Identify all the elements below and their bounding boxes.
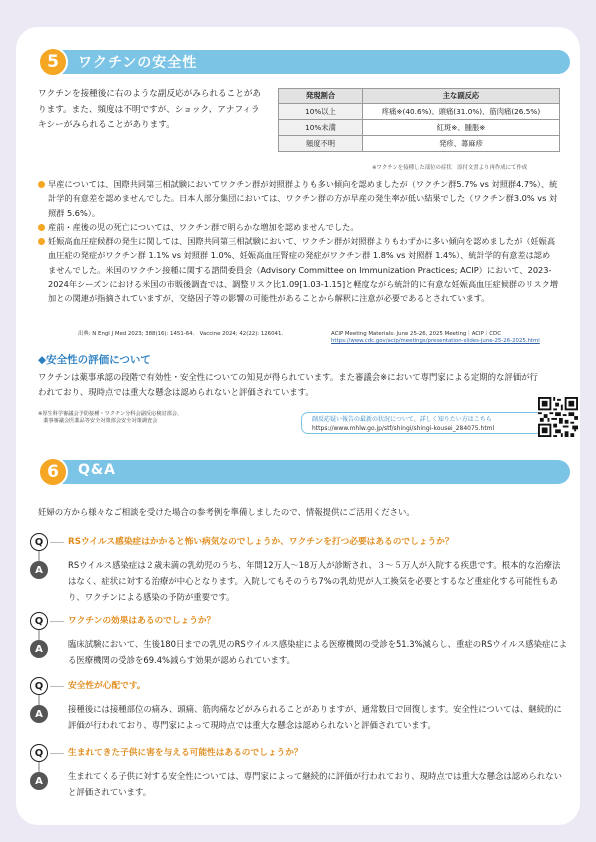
reference-journals: 出典: N Engl J Med 2023; 388(16): 1451-64. Vaccine 2024; 42(22): 126041. — [78, 331, 284, 337]
safety-bullets — [38, 177, 558, 306]
table-cell: 10%未満 — [279, 120, 363, 136]
question-badge: Q — [30, 612, 48, 630]
question-connector — [50, 542, 64, 543]
bullet-dot-icon — [38, 238, 45, 245]
qr-code-icon[interactable] — [538, 397, 578, 437]
question-text: 安全性が心配です。 — [68, 681, 146, 691]
question-text: 生まれてきた子供に害を与える可能性はあるのでしょうか？ — [68, 748, 303, 758]
question-text: ワクチンの効果はあるのでしょうか？ — [68, 616, 216, 626]
report-link-url[interactable]: https://www.mhlw.go.jp/stf/shingi/shingi-kousei_284075.html — [312, 425, 495, 432]
evaluation-text: ワクチンは薬事承認の段階で有効性・安全性についての知見が得られています。また審議会※において専門家による定期的な評価が行われており、現時点では重大な懸念は認められないと評価されています。 — [38, 372, 538, 397]
answer-text: 生まれてくる子供に対する安全性については、専門家によって継続的に評価が行われており、現時点では重大な懸念は認められないと評価されています。 — [68, 771, 562, 797]
reference-acip: ACIP Meeting Materials: June 25-26, 2025 Meeting｜ACIP｜CDC — [331, 331, 501, 337]
report-link-box[interactable] — [301, 412, 543, 434]
qa-intro: 妊婦の方から様々なご相談を受けた場合の参考例を準備しましたので、情報提供にご活用ください。 — [38, 507, 415, 517]
question-connector — [50, 686, 64, 687]
bullet-item — [38, 220, 558, 234]
table-note: ※ワクチンを接種した部位の症状 添付文書より再作成にて作成 — [372, 165, 528, 171]
answer-badge: A — [30, 640, 48, 658]
bullet-item — [38, 234, 558, 305]
reference-acip-link[interactable]: https://www.cdc.gov/acip/meetings/presentation-slides-june-25-26-2025.html — [331, 338, 540, 344]
council-note — [38, 411, 182, 425]
table-cell: 10%以上 — [279, 104, 363, 120]
answer-text: RSウイルス感染症は２歳未満の乳幼児のうち、年間12万人～18万人が診断され、３～５万人が入院する疾患です。根本的な治療法はなく、症状に対する治療が中心となります。入院してもそのうち7%の乳幼児が人工換気を必要とするなど重症化する可能性もあり、ワクチンによる感染の予防が重要です。 — [68, 560, 561, 602]
table-row — [279, 104, 560, 120]
question-badge: Q — [30, 533, 48, 551]
question-badge: Q — [30, 677, 48, 695]
section-6-header — [38, 457, 570, 487]
table-row — [279, 120, 560, 136]
section-5-header — [38, 47, 570, 77]
council-note-line-1: ※厚生科学審議会予防接種・ワクチン分科会副反応検討部会、 — [38, 411, 183, 417]
section-6-title: Q&A — [78, 462, 116, 478]
qa-connector — [38, 551, 40, 561]
table-header-rate: 発現割合 — [279, 89, 363, 104]
answer-badge: A — [30, 772, 48, 790]
side-effects-table — [278, 88, 560, 152]
table-cell: 疼痛※(40.6%)、頭痛(31.0%)、筋肉痛(26.5%) — [363, 104, 560, 120]
table-cell: 頻度不明 — [279, 136, 363, 152]
question-connector — [50, 753, 64, 754]
safety-intro: ワクチンを接種後に右のような副反応がみられることがあります。また、頻度は不明ですが、ショック、アナフィラキシーがみられることがあります。 — [38, 89, 262, 130]
table-cell: 発疹、蕁麻疹 — [363, 136, 560, 152]
question-badge: Q — [30, 744, 48, 762]
bullet-text: 妊娠高血圧症候群の発生に関しては、国際共同第三相試験において、ワクチン群が対照群よりもわずかに多い傾向を認めましたが（妊娠高血圧症の発症がワクチン群 1.1% vs 対照群 1.0%、妊娠高血圧腎症の発症がワクチン群 1.8% vs 対照群 1.4%）、統計学的有意差は認めませんでした。米国のワクチン接種に関する諮問委員会（Advisory Committee on Immunization Practices; ACIP）において、2023-2024年シーズンにおける米国の市販後調査では、調整リスク比1.09[1.03-1.15]と軽度ながら統計的に有意な妊娠高血圧症候群のリスク増加との関連が指摘されていますが、交絡因子等の影響の可能性があることから解釈に注意が必要であるとされています。 — [48, 236, 558, 304]
question-text: RSウイルス感染症はかかると怖い病気なのでしょうか、ワクチンを打つ必要はあるのでしょうか？ — [68, 537, 454, 547]
council-note-line-2: 薬事審議会医薬品等安全対策部会安全対策調査会 — [38, 418, 158, 424]
bullet-dot-icon — [38, 181, 45, 188]
qa-connector — [38, 630, 40, 640]
answer-badge: A — [30, 705, 48, 723]
section-6-bar — [48, 460, 570, 484]
qa-connector — [38, 695, 40, 705]
question-connector — [50, 621, 64, 622]
qa-connector — [38, 762, 40, 772]
answer-text: 接種後には接種部位の痛み、頭痛、筋肉痛などがみられることがありますが、通常数日で回復します。安全性については、継続的に評価が行われており、専門家によって現時点では重大な懸念は認められないと評価されています。 — [68, 704, 562, 730]
bullet-text: 早産については、国際共同第三相試験においてワクチン群が対照群よりも多い傾向を認めましたが（ワクチン群5.7% vs 対照群4.7%）、統計学的有意差を認めませんでした。日本人部分集団においては、ワクチン群の方が早産の発生率が低い結果でした（ワクチン群3.0% vs 対照群 5.6%）。 — [48, 179, 558, 218]
document-page — [16, 27, 580, 825]
section-5-number: 5 — [38, 47, 68, 77]
section-5-title: ワクチンの安全性 — [78, 55, 198, 71]
bullet-item — [38, 177, 558, 220]
bullet-dot-icon — [38, 224, 45, 231]
answer-text: 臨床試験において、生後180日までの乳児のRSウイルス感染症による医療機関の受診を51.3%減らし、重症のRSウイルス感染症による医療機関の受診を69.4%減らす効果が認められています。 — [68, 639, 568, 665]
answer-badge: A — [30, 561, 48, 579]
bullet-text: 産前・産後の児の死亡については、ワクチン群で明らかな増加を認めませんでした。 — [48, 221, 359, 232]
table-header-reaction: 主な副反応 — [363, 89, 560, 104]
table-cell: 紅斑※、腫脹※ — [363, 120, 560, 136]
section-6-number: 6 — [38, 457, 68, 487]
table-row — [279, 136, 560, 152]
evaluation-heading: ◆安全性の評価について — [38, 354, 151, 366]
report-link-label: 副反応疑い報告の最新の状況について、詳しく知りたい方はこちら — [312, 416, 492, 423]
